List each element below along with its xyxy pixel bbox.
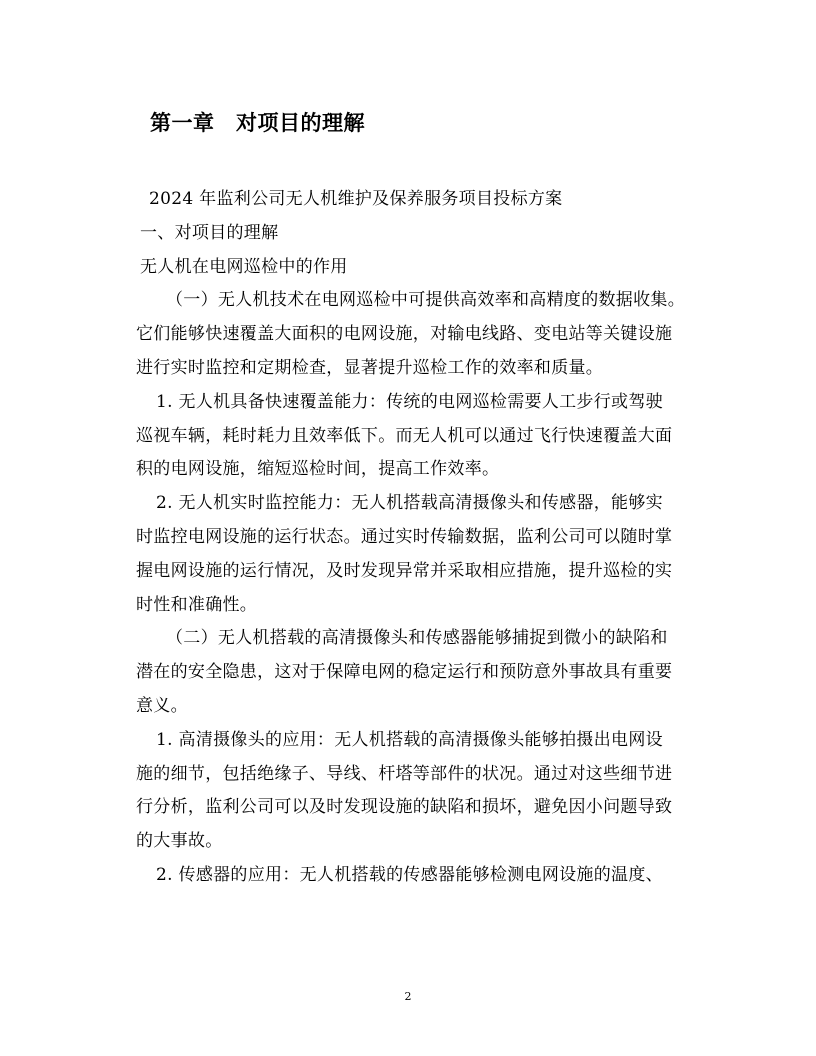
page-number: 2 (404, 990, 412, 1003)
paragraph-line: （二）无人机搭载的高清摄像头和传感器能够捕捉到微小的缺陷和 (166, 628, 668, 649)
paragraph-line: 施的细节，包括绝缘子、导线、杆塔等部件的状况。通过对这些细节进 (136, 763, 673, 784)
body-text (136, 183, 712, 893)
paragraph-line: 1. 无人机具备快速覆盖能力：传统的电网巡检需要人工步行或驾驶 (156, 391, 663, 412)
paragraph-line: 积的电网设施，缩短巡检时间，提高工作效率。 (136, 459, 500, 480)
paragraph-line: 1. 高清摄像头的应用：无人机搭载的高清摄像头能够拍摄出电网设 (156, 729, 663, 750)
section-heading: 一、对项目的理解 (140, 222, 279, 243)
paragraph-line: 潜在的安全隐患，这对于保障电网的稳定运行和预防意外事故具有重要 (136, 662, 673, 683)
paragraph-line: 时监控电网设施的运行状态。通过实时传输数据，监利公司可以随时掌 (136, 526, 673, 547)
paragraph-line: （一）无人机技术在电网巡检中可提供高效率和高精度的数据收集。 (166, 290, 685, 311)
paragraph-line: 进行实时监控和定期检查，显著提升巡检工作的效率和质量。 (136, 357, 604, 378)
paragraph-line: 握电网设施的运行情况，及时发现异常并采取相应措施，提升巡检的实 (136, 560, 673, 581)
paragraph-line: 2. 无人机实时监控能力：无人机搭载高清摄像头和传感器，能够实 (156, 493, 663, 514)
project-title-line: 2024 年监利公司无人机维护及保养服务项目投标方案 (149, 189, 563, 209)
paragraph-line: 行分析，监利公司可以及时发现设施的缺陷和损坏，避免因小问题导致 (136, 797, 673, 818)
paragraph-line: 的大事故。 (136, 831, 223, 852)
subsection-heading: 无人机在电网巡检中的作用 (140, 256, 348, 277)
chapter-title: 第一章 对项目的理解 (150, 111, 365, 135)
paragraph-line: 2. 传感器的应用：无人机搭载的传感器能够检测电网设施的温度、 (156, 864, 663, 885)
paragraph-line: 意义。 (136, 695, 188, 716)
paragraph-line: 它们能够快速覆盖大面积的电网设施，对输电线路、变电站等关键设施 (136, 324, 673, 345)
paragraph-line: 时性和准确性。 (136, 594, 258, 615)
paragraph-line: 巡视车辆，耗时耗力且效率低下。而无人机可以通过飞行快速覆盖大面 (136, 425, 673, 446)
